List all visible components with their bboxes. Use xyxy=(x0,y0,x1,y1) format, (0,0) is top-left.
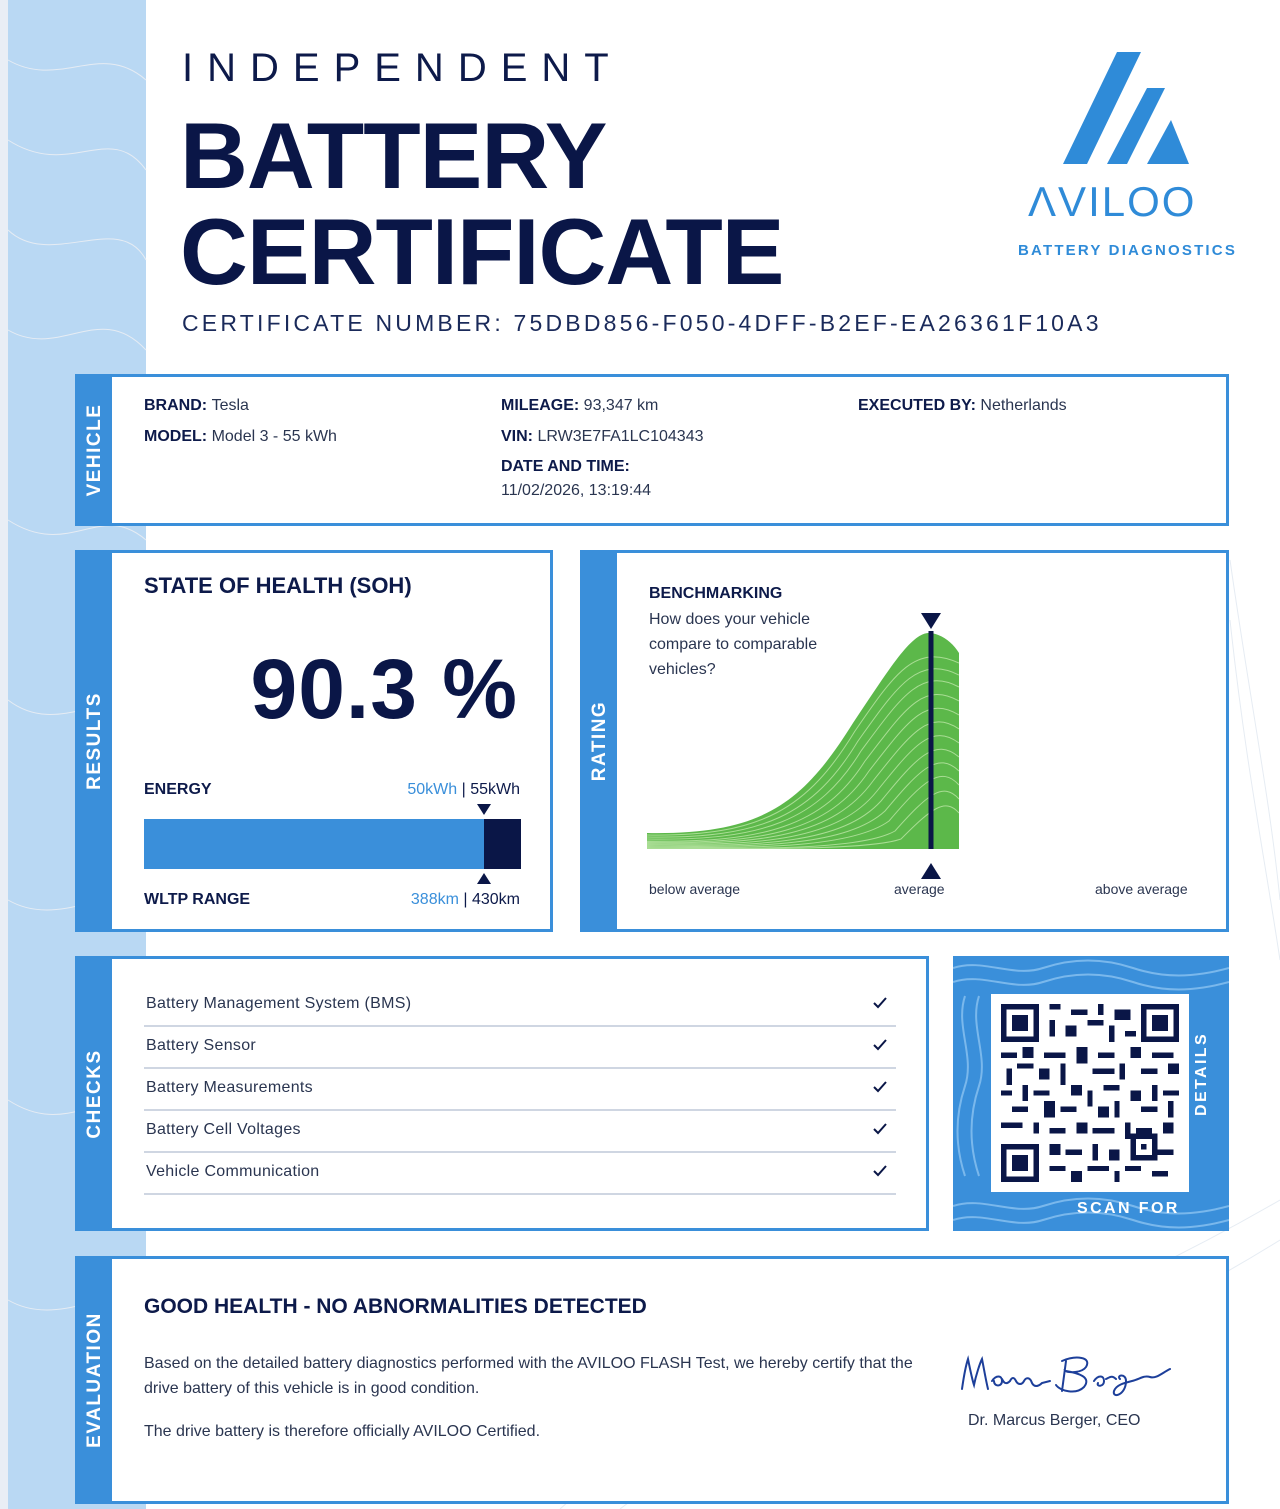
header-kicker: INDEPENDENT xyxy=(182,46,623,90)
check-item-label: Battery Sensor xyxy=(146,1037,257,1054)
certificate-number: CERTIFICATE NUMBER: 75DBD856-F050-4DFF-B2EF-EA26361F10A3 xyxy=(182,310,1102,336)
soh-title: STATE OF HEALTH (SOH) xyxy=(144,573,412,598)
check-icon xyxy=(872,1163,888,1179)
evaluation-panel xyxy=(75,1256,1229,1504)
check-item xyxy=(144,1153,896,1195)
model-value: Model 3 - 55 kWh xyxy=(211,428,337,445)
datetime-label: DATE AND TIME: xyxy=(501,458,630,475)
check-icon xyxy=(872,1079,888,1095)
vehicle-tab: VEHICLE xyxy=(78,377,112,523)
evaluation-title: GOOD HEALTH - NO ABNORMALITIES DETECTED xyxy=(144,1295,647,1318)
rating-tab: RATING xyxy=(583,553,617,929)
check-item-label: Vehicle Communication xyxy=(146,1163,320,1180)
logo-tagline: BATTERY DIAGNOSTICS xyxy=(1018,242,1238,259)
vehicle-panel xyxy=(75,374,1229,526)
aviloo-mountain-logo-icon xyxy=(1055,48,1195,170)
benchmark-curve-chart xyxy=(643,603,973,893)
mileage-row xyxy=(501,397,658,415)
check-item xyxy=(144,1069,896,1111)
label-below-average: below average xyxy=(649,881,741,897)
soh-value: 90.3 % xyxy=(250,642,518,736)
check-item xyxy=(144,985,896,1027)
brand-label: BRAND: xyxy=(144,397,208,414)
mileage-value: 93,347 km xyxy=(583,397,659,414)
checks-tab: CHECKS xyxy=(78,959,112,1228)
model-label: MODEL: xyxy=(144,428,208,445)
benchmark-title: BENCHMARKING xyxy=(649,585,783,602)
model-row xyxy=(144,428,337,446)
qr-code-icon[interactable] xyxy=(991,994,1189,1192)
range-values: 388km | 430km xyxy=(410,891,520,908)
results-tab: RESULTS xyxy=(78,553,112,929)
executed-row xyxy=(858,397,1067,415)
header-title xyxy=(180,103,784,304)
brand-row xyxy=(144,397,249,415)
vin-label: VIN: xyxy=(501,428,533,445)
check-icon xyxy=(872,1037,888,1053)
energy-current: 50kWh xyxy=(407,781,458,798)
benchmark-question: How does your vehicle compare to comparable vehicles? xyxy=(649,611,818,678)
logo-wordmark: ΛVILOO xyxy=(1028,178,1197,225)
energy-values: 50kWh | 55kWh xyxy=(407,781,520,798)
energy-total: 55kWh xyxy=(470,781,520,798)
range-label: WLTP RANGE xyxy=(144,891,251,908)
results-panel xyxy=(75,550,553,932)
average-marker-top-icon xyxy=(921,613,941,629)
header-title-line1: BATTERY xyxy=(180,103,607,208)
vin-row xyxy=(501,428,704,446)
marker-bottom-icon xyxy=(477,873,491,884)
range-total: 430km xyxy=(471,891,520,908)
marker-top-icon xyxy=(477,804,491,815)
checks-panel xyxy=(75,956,929,1231)
check-item-label: Battery Management System (BMS) xyxy=(146,995,412,1012)
check-item-label: Battery Measurements xyxy=(146,1079,313,1096)
evaluation-paragraph-2: The drive battery is therefore officially AVILOO Certified. xyxy=(144,1423,541,1440)
label-average: average xyxy=(894,881,945,897)
datetime-value: 11/02/2026, 13:19:44 xyxy=(501,482,652,499)
check-item xyxy=(144,1027,896,1069)
check-icon xyxy=(872,995,888,1011)
check-item xyxy=(144,1111,896,1153)
brand-value: Tesla xyxy=(211,397,249,414)
ceo-signature xyxy=(956,1345,1186,1405)
label-above-average: above average xyxy=(1095,881,1188,897)
evaluation-paragraph-1: Based on the detailed battery diagnostics performed with the AVILOO FLASH Test, we hereby certify that the drive battery of this vehicle is in good condition. xyxy=(144,1355,913,1397)
range-current: 388km xyxy=(410,891,459,908)
check-item-label: Battery Cell Voltages xyxy=(146,1121,301,1138)
average-marker-bottom-icon xyxy=(921,863,941,879)
soh-bar-fill xyxy=(144,819,484,869)
qr-details-label: DETAILS xyxy=(1193,1031,1210,1116)
qr-scan-label: SCAN FOR xyxy=(1077,1200,1180,1217)
check-icon xyxy=(872,1121,888,1137)
executed-value: Netherlands xyxy=(980,397,1067,414)
signer-name: Dr. Marcus Berger, CEO xyxy=(968,1412,1141,1429)
qr-code-box[interactable] xyxy=(953,956,1229,1231)
soh-bar-track xyxy=(144,819,521,869)
rating-panel xyxy=(580,550,1229,932)
mileage-label: MILEAGE: xyxy=(501,397,580,414)
executed-label: EXECUTED BY: xyxy=(858,397,976,414)
evaluation-tab: EVALUATION xyxy=(78,1259,112,1501)
energy-label: ENERGY xyxy=(144,781,212,798)
header-title-line2: CERTIFICATE xyxy=(180,199,784,304)
vin-value: LRW3E7FA1LC104343 xyxy=(537,428,704,445)
